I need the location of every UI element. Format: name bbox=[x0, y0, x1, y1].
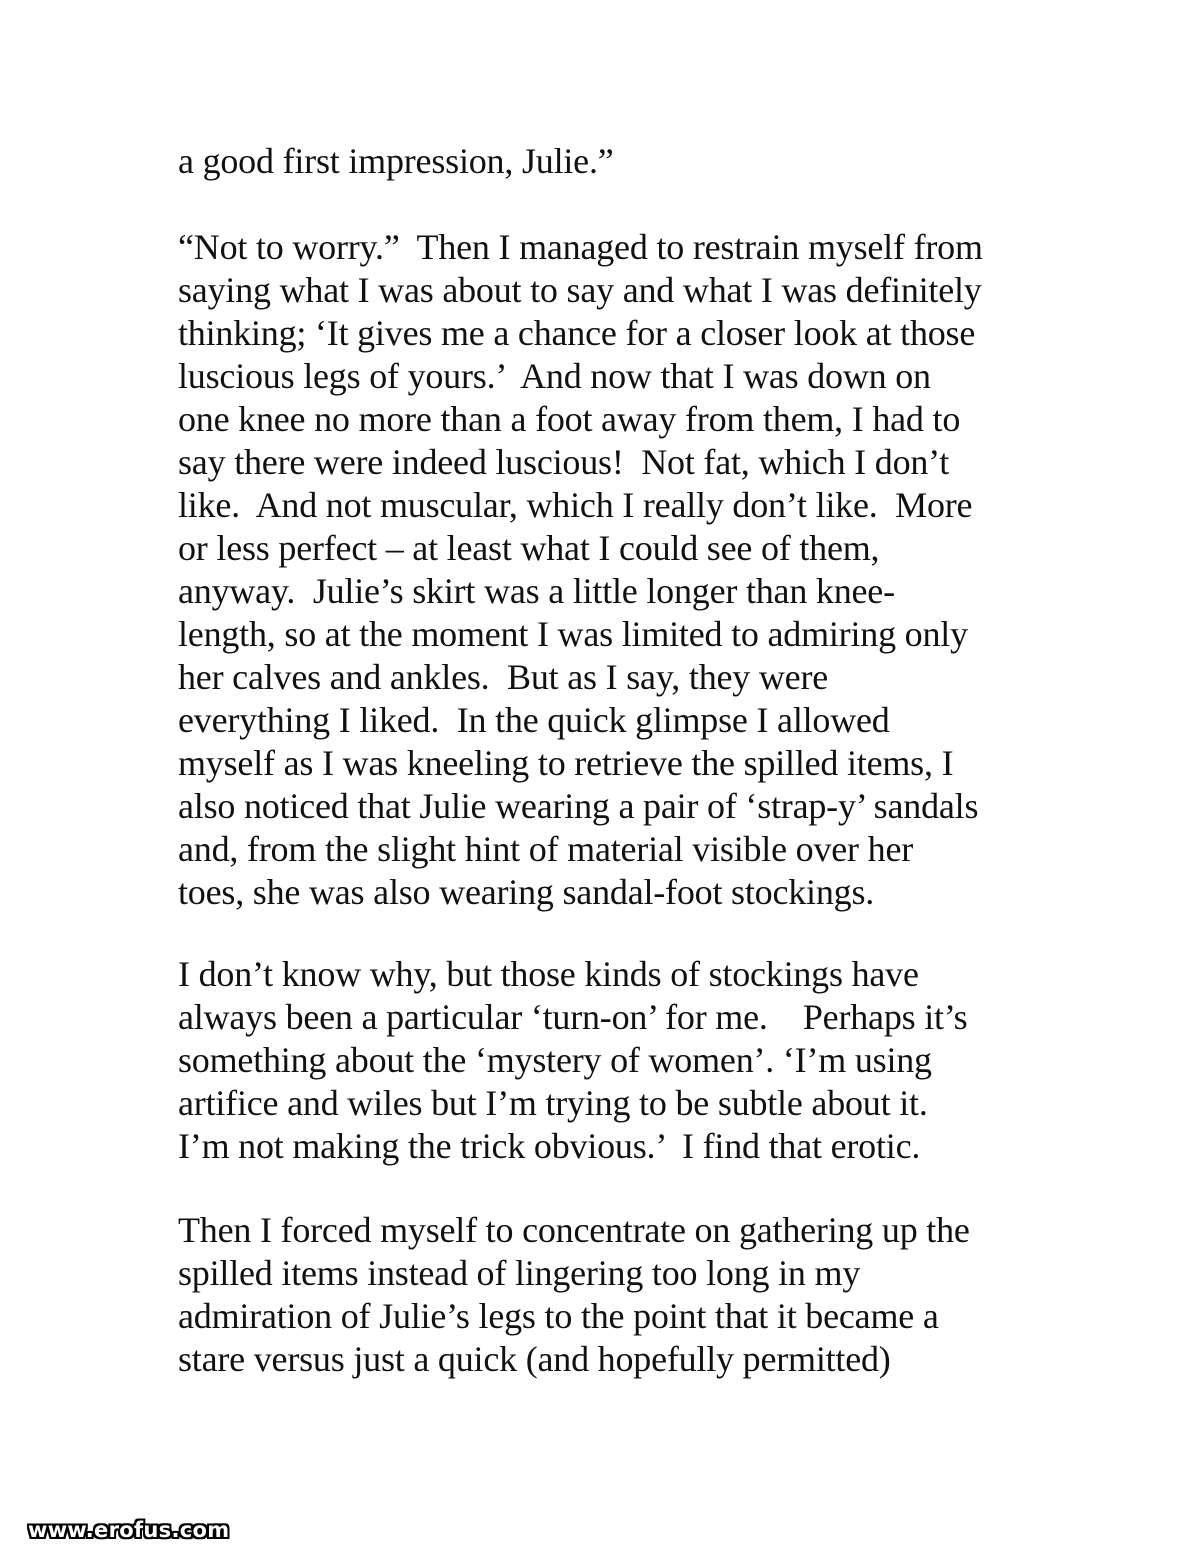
text-line: something about the ‘mystery of women’. ‘I’m using bbox=[178, 1040, 932, 1080]
text-line: “Not to worry.” Then I managed to restrain myself from bbox=[178, 227, 983, 267]
text-line: spilled items instead of lingering too long in my bbox=[178, 1253, 861, 1293]
paragraph-2 bbox=[178, 226, 1038, 914]
text-line: and, from the slight hint of material visible over her bbox=[178, 829, 914, 869]
site-watermark: www.erofus.com bbox=[28, 1518, 230, 1542]
paragraph-4 bbox=[178, 1209, 1038, 1381]
paragraph-1 bbox=[178, 140, 1038, 183]
text-line: length, so at the moment I was limited to admiring only bbox=[178, 614, 968, 654]
text-line: one knee no more than a foot away from them, I had to bbox=[178, 399, 961, 439]
text-line: saying what I was about to say and what I was definitely bbox=[178, 270, 982, 310]
text-line: I don’t know why, but those kinds of stockings have bbox=[178, 954, 919, 994]
text-line: anyway. Julie’s skirt was a little longer than knee- bbox=[178, 571, 895, 611]
text-line: her calves and ankles. But as I say, they were bbox=[178, 657, 829, 697]
text-line: a good first impression, Julie.” bbox=[178, 141, 614, 181]
paragraph-3 bbox=[178, 953, 1038, 1168]
text-line: always been a particular ‘turn-on’ for me. Perhaps it’s bbox=[178, 997, 968, 1037]
text-line: luscious legs of yours.’ And now that I was down on bbox=[178, 356, 931, 396]
text-line: stare versus just a quick (and hopefully permitted) bbox=[178, 1339, 891, 1379]
text-line: admiration of Julie’s legs to the point that it became a bbox=[178, 1296, 939, 1336]
text-line: everything I liked. In the quick glimpse I allowed bbox=[178, 700, 890, 740]
text-line: or less perfect – at least what I could see of them, bbox=[178, 528, 880, 568]
text-line: like. And not muscular, which I really don’t like. More bbox=[178, 485, 973, 525]
text-line: toes, she was also wearing sandal-foot stockings. bbox=[178, 872, 875, 912]
text-line: thinking; ‘It gives me a chance for a closer look at those bbox=[178, 313, 976, 353]
text-line: myself as I was kneeling to retrieve the spilled items, I bbox=[178, 743, 954, 783]
text-line: Then I forced myself to concentrate on gathering up the bbox=[178, 1210, 970, 1250]
text-line: also noticed that Julie wearing a pair of ‘strap-y’ sandals bbox=[178, 786, 979, 826]
text-line: say there were indeed luscious! Not fat, which I don’t bbox=[178, 442, 950, 482]
text-line: artifice and wiles but I’m trying to be subtle about it. bbox=[178, 1083, 928, 1123]
text-line: I’m not making the trick obvious.’ I find that erotic. bbox=[178, 1126, 921, 1166]
